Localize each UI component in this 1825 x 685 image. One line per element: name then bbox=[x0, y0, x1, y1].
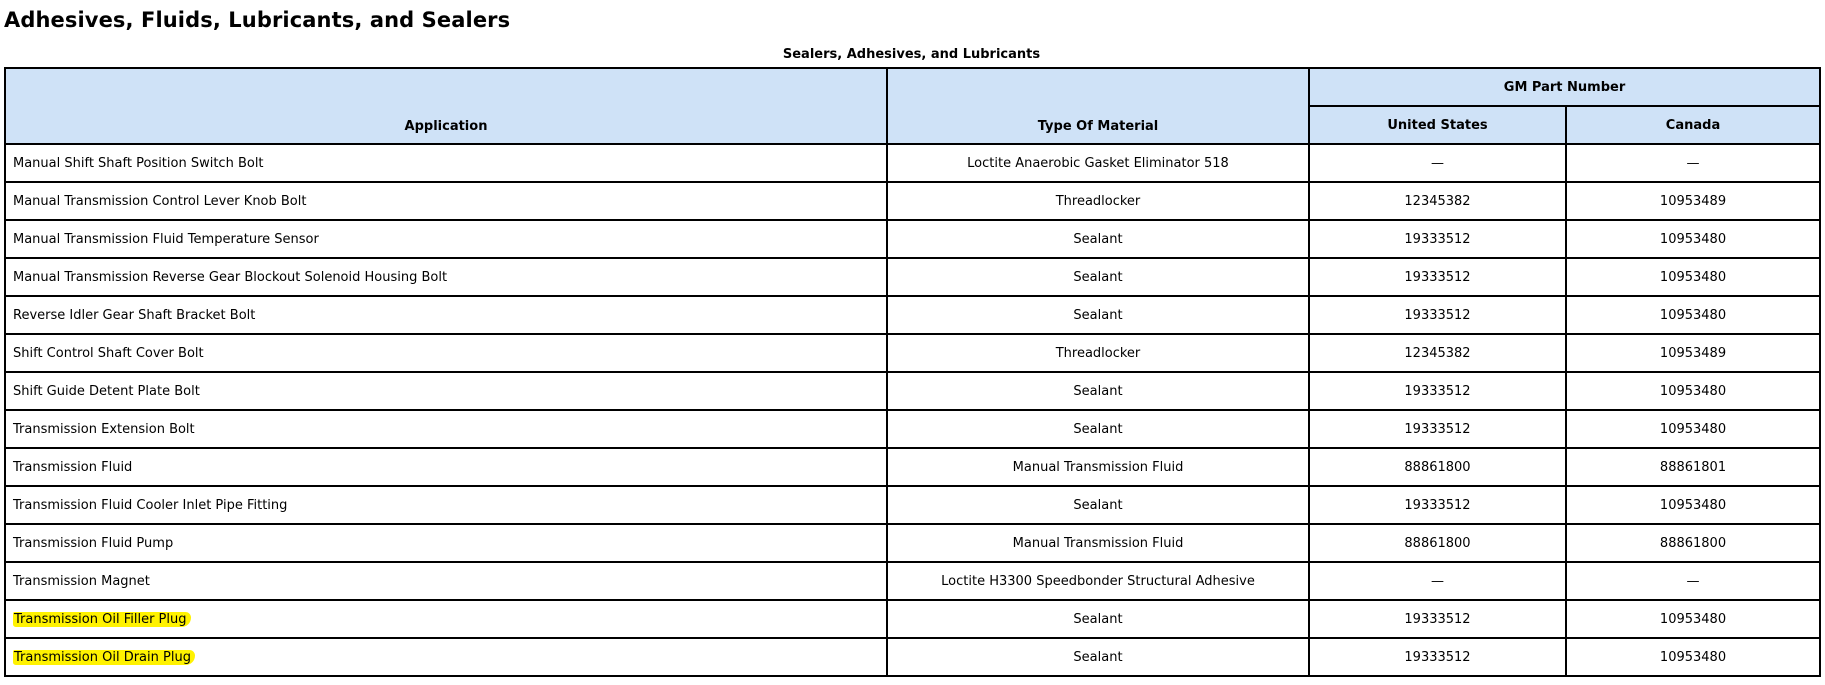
table-row bbox=[5, 220, 1820, 258]
application-text: Reverse Idler Gear Shaft Bracket Bolt bbox=[13, 307, 256, 323]
table-row bbox=[5, 334, 1820, 372]
table-row bbox=[5, 182, 1820, 220]
cell-us-part-number: 88861800 bbox=[1309, 448, 1566, 486]
cell-application bbox=[5, 144, 887, 182]
header-canada: Canada bbox=[1566, 106, 1820, 144]
cell-canada-part-number: 88861800 bbox=[1566, 524, 1820, 562]
header-application: Application bbox=[5, 68, 887, 144]
table-row bbox=[5, 448, 1820, 486]
table-row bbox=[5, 258, 1820, 296]
application-text: Shift Guide Detent Plate Bolt bbox=[13, 383, 200, 399]
cell-canada-part-number: — bbox=[1566, 144, 1820, 182]
cell-canada-part-number: 10953480 bbox=[1566, 638, 1820, 676]
cell-type-of-material: Manual Transmission Fluid bbox=[887, 448, 1309, 486]
cell-us-part-number: 19333512 bbox=[1309, 486, 1566, 524]
cell-us-part-number: 19333512 bbox=[1309, 600, 1566, 638]
cell-canada-part-number: 88861801 bbox=[1566, 448, 1820, 486]
table-row bbox=[5, 410, 1820, 448]
table-row bbox=[5, 562, 1820, 600]
application-text: Manual Transmission Reverse Gear Blockout Solenoid Housing Bolt bbox=[13, 269, 448, 285]
cell-type-of-material: Sealant bbox=[887, 410, 1309, 448]
cell-canada-part-number: — bbox=[1566, 562, 1820, 600]
cell-application bbox=[5, 372, 887, 410]
cell-type-of-material: Sealant bbox=[887, 638, 1309, 676]
application-text: Transmission Extension Bolt bbox=[13, 421, 195, 437]
cell-canada-part-number: 10953480 bbox=[1566, 410, 1820, 448]
cell-type-of-material: Sealant bbox=[887, 220, 1309, 258]
cell-type-of-material: Sealant bbox=[887, 296, 1309, 334]
cell-canada-part-number: 10953480 bbox=[1566, 296, 1820, 334]
cell-canada-part-number: 10953489 bbox=[1566, 182, 1820, 220]
application-text: Transmission Fluid bbox=[13, 459, 133, 475]
cell-us-part-number: 19333512 bbox=[1309, 296, 1566, 334]
table-body bbox=[5, 144, 1820, 676]
cell-application bbox=[5, 220, 887, 258]
highlighted-application-text: Transmission Oil Filler Plug bbox=[13, 612, 191, 627]
cell-us-part-number: 19333512 bbox=[1309, 410, 1566, 448]
table-row bbox=[5, 486, 1820, 524]
cell-application bbox=[5, 524, 887, 562]
highlighted-application-text: Transmission Oil Drain Plug bbox=[13, 650, 195, 665]
cell-us-part-number: 12345382 bbox=[1309, 334, 1566, 372]
table-row bbox=[5, 296, 1820, 334]
table-row bbox=[5, 372, 1820, 410]
header-united-states: United States bbox=[1309, 106, 1566, 144]
page-title: Adhesives, Fluids, Lubricants, and Sealers bbox=[4, 8, 511, 32]
table-row bbox=[5, 144, 1820, 182]
cell-application bbox=[5, 410, 887, 448]
cell-application bbox=[5, 334, 887, 372]
cell-type-of-material: Sealant bbox=[887, 486, 1309, 524]
cell-canada-part-number: 10953480 bbox=[1566, 486, 1820, 524]
cell-us-part-number: 19333512 bbox=[1309, 372, 1566, 410]
cell-us-part-number: 19333512 bbox=[1309, 220, 1566, 258]
cell-type-of-material: Manual Transmission Fluid bbox=[887, 524, 1309, 562]
application-text: Manual Transmission Fluid Temperature Sensor bbox=[13, 231, 319, 247]
table-header bbox=[5, 68, 1820, 144]
cell-us-part-number: 19333512 bbox=[1309, 258, 1566, 296]
cell-application bbox=[5, 562, 887, 600]
cell-type-of-material: Loctite Anaerobic Gasket Eliminator 518 bbox=[887, 144, 1309, 182]
cell-canada-part-number: 10953489 bbox=[1566, 334, 1820, 372]
application-text: Transmission Fluid Cooler Inlet Pipe Fitting bbox=[13, 497, 288, 513]
cell-type-of-material: Sealant bbox=[887, 600, 1309, 638]
cell-application bbox=[5, 486, 887, 524]
table-row bbox=[5, 638, 1820, 676]
cell-canada-part-number: 10953480 bbox=[1566, 220, 1820, 258]
cell-application bbox=[5, 258, 887, 296]
header-type-of-material: Type Of Material bbox=[887, 68, 1309, 144]
application-text: Transmission Fluid Pump bbox=[13, 535, 174, 551]
table-caption: Sealers, Adhesives, and Lubricants bbox=[782, 47, 1041, 62]
sealers-table bbox=[4, 67, 1821, 677]
cell-us-part-number: 88861800 bbox=[1309, 524, 1566, 562]
cell-canada-part-number: 10953480 bbox=[1566, 258, 1820, 296]
cell-type-of-material: Threadlocker bbox=[887, 334, 1309, 372]
cell-application bbox=[5, 638, 887, 676]
application-text: Manual Shift Shaft Position Switch Bolt bbox=[13, 155, 264, 171]
cell-type-of-material: Sealant bbox=[887, 258, 1309, 296]
cell-us-part-number: 12345382 bbox=[1309, 182, 1566, 220]
cell-type-of-material: Sealant bbox=[887, 372, 1309, 410]
cell-canada-part-number: 10953480 bbox=[1566, 372, 1820, 410]
cell-us-part-number: 19333512 bbox=[1309, 638, 1566, 676]
application-text: Transmission Magnet bbox=[13, 573, 150, 589]
cell-us-part-number: — bbox=[1309, 144, 1566, 182]
cell-canada-part-number: 10953480 bbox=[1566, 600, 1820, 638]
cell-application bbox=[5, 600, 887, 638]
cell-application bbox=[5, 448, 887, 486]
cell-application bbox=[5, 182, 887, 220]
table-row bbox=[5, 600, 1820, 638]
application-text: Shift Control Shaft Cover Bolt bbox=[13, 345, 204, 361]
cell-type-of-material: Loctite H3300 Speedbonder Structural Adhesive bbox=[887, 562, 1309, 600]
application-text: Manual Transmission Control Lever Knob Bolt bbox=[13, 193, 307, 209]
cell-type-of-material: Threadlocker bbox=[887, 182, 1309, 220]
cell-us-part-number: — bbox=[1309, 562, 1566, 600]
cell-application bbox=[5, 296, 887, 334]
table-row bbox=[5, 524, 1820, 562]
header-gm-part-number: GM Part Number bbox=[1309, 68, 1820, 106]
